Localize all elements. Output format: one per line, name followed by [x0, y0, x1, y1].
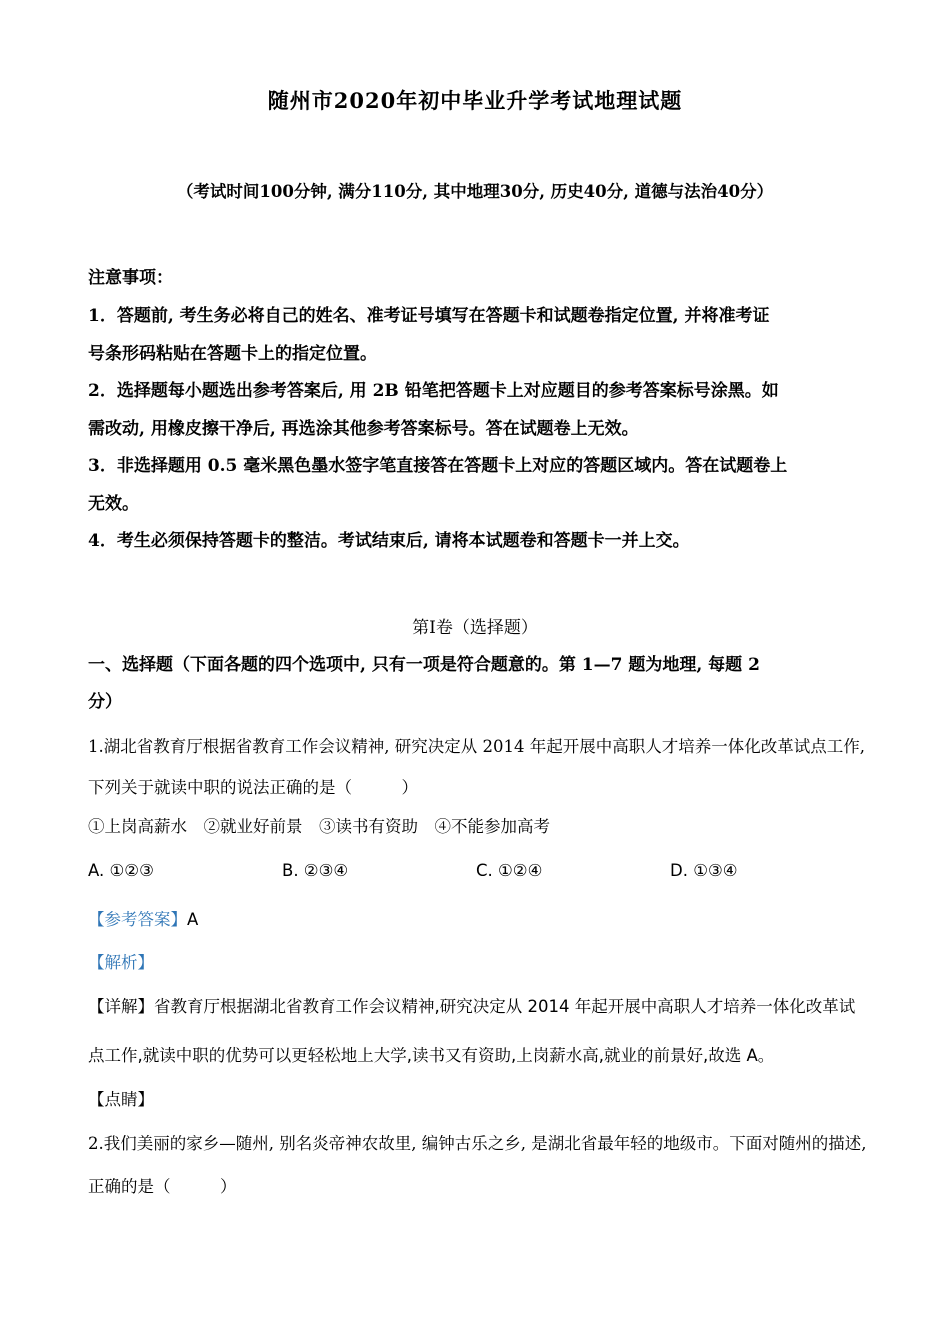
- section-instruction: 分）: [88, 692, 122, 712]
- option-d: D. ①③④: [670, 861, 738, 880]
- notice-line: 1．答题前, 考生务必将自己的姓名、准考证号填写在答题卡和试题卷指定位置, 并将准考证: [88, 306, 770, 326]
- section-instruction: 一、选择题（下面各题的四个选项中, 只有一项是符合题意的。第 1—7 题为地理, 每题 2: [88, 655, 760, 675]
- notice-line: 号条形码粘贴在答题卡上的指定位置。: [88, 344, 377, 364]
- detail-text: 点工作,就读中职的优势可以更轻松地上大学,读书又有资助,上岗薪水高,就业的前景好,故选 A。: [88, 1046, 775, 1065]
- section-title: 第Ⅰ卷（选择题）: [412, 618, 538, 638]
- exam-info: （考试时间100分钟, 满分110分, 其中地理30分, 历史40分, 道德与法治40分）: [176, 182, 774, 201]
- analysis-label: 【解析】: [88, 953, 154, 972]
- page-title: 随州市2020年初中毕业升学考试地理试题: [267, 88, 683, 113]
- answer-label: 【参考答案】: [88, 910, 187, 929]
- question-2-stem: 2.我们美丽的家乡—随州, 别名炎帝神农故里, 编钟古乐之乡, 是湖北省最年轻的地级市。下面对随州的描述,: [88, 1134, 867, 1153]
- answer-line: [88, 910, 198, 930]
- notice-line: 3．非选择题用 0.5 毫米黑色墨水签字笔直接答在答题卡上对应的答题区域内。答在试题卷上: [88, 456, 788, 476]
- detail-text: 【详解】省教育厅根据湖北省教育工作会议精神,研究决定从 2014 年起开展中高职人才培养一体化改革试: [88, 997, 856, 1016]
- notice-line: 无效。: [88, 494, 139, 514]
- answer-value: A: [187, 910, 199, 929]
- option-c: C. ①②④: [476, 861, 543, 880]
- notice-line: 需改动, 用橡皮擦干净后, 再选涂其他参考答案标号。答在试题卷上无效。: [88, 419, 639, 439]
- question-1-statements: ①上岗高薪水 ②就业好前景 ③读书有资助 ④不能参加高考: [88, 817, 550, 836]
- notice-heading: 注意事项：: [88, 268, 173, 288]
- question-1-stem: 1.湖北省教育厅根据省教育工作会议精神, 研究决定从 2014 年起开展中高职人才培养一体化改革试点工作,: [88, 737, 865, 756]
- comment-label: 【点睛】: [88, 1090, 154, 1109]
- question-1-stem: 下列关于就读中职的说法正确的是（ ）: [88, 778, 418, 797]
- notice-line: 4．考生必须保持答题卡的整洁。考试结束后, 请将本试题卷和答题卡一并上交。: [88, 531, 690, 551]
- option-a: A. ①②③: [88, 861, 154, 880]
- notice-line: 2．选择题每小题选出参考答案后, 用 2B 铅笔把答题卡上对应题目的参考答案标号涂黑。如: [88, 381, 779, 401]
- option-b: B. ②③④: [282, 861, 349, 880]
- question-2-stem: 正确的是（ ）: [88, 1177, 237, 1196]
